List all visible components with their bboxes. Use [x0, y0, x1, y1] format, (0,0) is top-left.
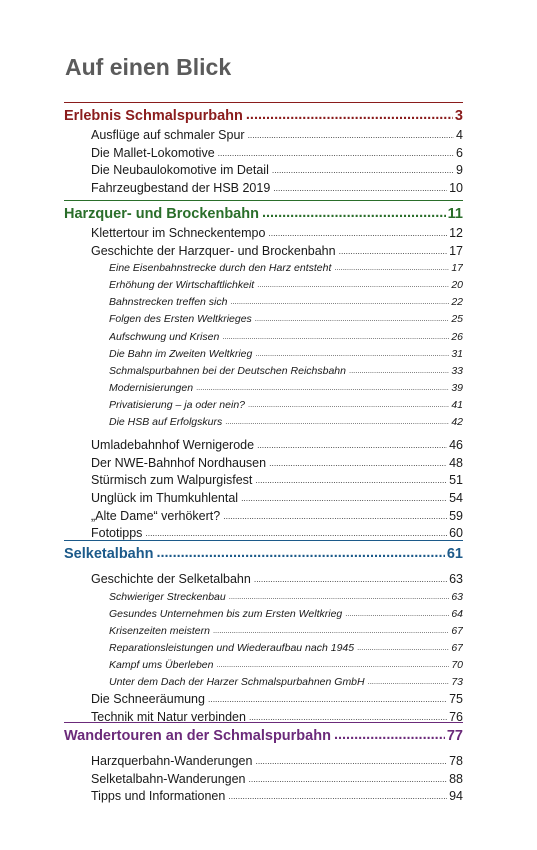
entry-label: Schmalspurbahnen bei der Deutschen Reichsbahn — [109, 364, 346, 377]
dot-leader — [156, 543, 444, 564]
toc-entry[interactable] — [91, 508, 463, 526]
dot-leader — [339, 243, 448, 261]
dot-leader — [368, 674, 450, 690]
dot-leader — [223, 508, 447, 526]
entry-page-number: 39 — [451, 381, 463, 394]
dot-leader — [255, 311, 450, 327]
toc-entry[interactable] — [91, 162, 463, 180]
toc-subentry[interactable] — [109, 589, 463, 606]
entry-page-number: 6 — [456, 145, 463, 160]
entry-label: Die Schneeräumung — [91, 692, 205, 707]
entry-page-number: 75 — [449, 692, 463, 707]
toc-entry[interactable] — [91, 771, 463, 789]
entry-label: Umladebahnhof Wernigerode — [91, 438, 255, 453]
toc-subentry[interactable] — [109, 674, 463, 691]
toc-subentry[interactable] — [109, 380, 463, 397]
dot-leader — [254, 571, 447, 589]
entry-page-number: 17 — [451, 262, 463, 275]
entry-page-number: 31 — [451, 347, 463, 360]
entry-page-number: 42 — [451, 416, 463, 429]
entry-page-number: 67 — [451, 624, 463, 637]
toc-subentry[interactable] — [109, 623, 463, 640]
entry-label: Unglück im Thumkuhlental — [91, 490, 239, 505]
entry-label: Technik mit Natur verbinden — [91, 709, 246, 724]
entry-label: Der NWE-Bahnhof Nordhausen — [91, 455, 267, 470]
entry-page-number: 54 — [449, 490, 463, 505]
dot-leader — [196, 380, 449, 396]
toc-subentry[interactable] — [109, 657, 463, 674]
toc-entry[interactable] — [91, 788, 463, 806]
entry-page-number: 25 — [451, 313, 463, 326]
entry-page-number: 20 — [451, 279, 463, 292]
toc-subentry[interactable] — [109, 329, 463, 346]
dot-leader — [257, 437, 447, 455]
entry-label: Ausflüge auf schmaler Spur — [91, 128, 245, 142]
toc-section-selketalbahn — [64, 540, 463, 726]
dot-leader — [225, 414, 449, 430]
section-title: Harzquer- und Brockenbahn — [64, 206, 259, 222]
toc-subentry[interactable] — [109, 346, 463, 363]
dot-leader — [248, 127, 454, 145]
entry-label: Unter dem Dach der Harzer Schmalspurbahnen GmbH — [109, 676, 365, 689]
dot-leader — [222, 329, 449, 345]
section-page-number: 77 — [446, 728, 463, 744]
toc-subentry[interactable] — [109, 640, 463, 657]
toc-subentry[interactable] — [109, 606, 463, 623]
entry-page-number: 67 — [451, 641, 463, 654]
toc-subentry[interactable] — [109, 397, 463, 414]
toc-subentry[interactable] — [109, 277, 463, 294]
entry-label: Stürmisch zum Walpurgisfest — [91, 473, 253, 488]
dot-leader — [230, 294, 449, 310]
toc-entry[interactable] — [91, 490, 463, 508]
toc-subentry[interactable] — [109, 311, 463, 328]
page-title: Auf einen Blick — [65, 54, 232, 80]
entry-label: Tipps und Informationen — [91, 789, 226, 804]
toc-entry[interactable] — [91, 455, 463, 473]
entry-page-number: 10 — [449, 180, 463, 195]
dot-leader — [255, 472, 447, 490]
toc-entry[interactable] — [91, 571, 463, 589]
entry-label: Modernisierungen — [109, 381, 194, 394]
dot-leader — [218, 145, 454, 163]
toc-entry[interactable] — [91, 243, 463, 261]
entry-page-number: 46 — [449, 438, 463, 453]
section-heading[interactable] — [64, 543, 463, 565]
entry-label: Geschichte der Selketalbahn — [91, 572, 251, 586]
entry-page-number: 22 — [451, 296, 463, 309]
dot-leader — [249, 771, 448, 789]
toc-section-wandertouren — [64, 722, 463, 806]
dot-leader — [349, 363, 449, 379]
entry-label: Reparationsleistungen und Wiederaufbau nach 1945 — [109, 641, 355, 654]
toc-entry[interactable] — [91, 753, 463, 771]
dot-leader — [208, 691, 447, 709]
toc-subentry[interactable] — [109, 414, 463, 431]
toc-subentry[interactable] — [109, 260, 463, 277]
entry-page-number: 88 — [449, 771, 463, 786]
section-heading[interactable] — [64, 105, 463, 127]
dot-leader — [268, 225, 447, 243]
toc-subentry[interactable] — [109, 294, 463, 311]
entry-label: Aufschwung und Krisen — [109, 330, 220, 343]
entry-page-number: 33 — [451, 364, 463, 377]
section-title: Wandertouren an der Schmalspurbahn — [64, 728, 331, 744]
entry-label: Folgen des Ersten Weltkrieges — [109, 313, 252, 326]
entry-page-number: 59 — [449, 508, 463, 523]
section-page-number: 3 — [454, 108, 463, 124]
section-page-number: 61 — [446, 546, 463, 562]
dot-leader — [334, 260, 449, 276]
dot-leader — [357, 640, 449, 656]
dot-leader — [272, 162, 454, 180]
toc-entry[interactable] — [91, 437, 463, 455]
toc-entry[interactable] — [91, 691, 463, 709]
entry-page-number: 76 — [449, 709, 463, 724]
entry-label: Geschichte der Harzquer- und Brockenbahn — [91, 243, 336, 258]
entry-label: Krisenzeiten meistern — [109, 624, 210, 637]
section-heading[interactable] — [64, 725, 463, 747]
dot-leader — [228, 788, 447, 806]
toc-entry[interactable] — [91, 145, 463, 163]
dot-leader — [345, 606, 449, 622]
entry-label: Fototipps — [91, 526, 143, 541]
section-title: Erlebnis Schmalspurbahn — [64, 108, 243, 124]
dot-leader — [257, 277, 449, 293]
dot-leader — [269, 455, 447, 473]
entry-label: Klettertour im Schneckentempo — [91, 226, 266, 240]
entry-label: Gesundes Unternehmen bis zum Ersten Weltkrieg — [109, 607, 343, 620]
toc-entry[interactable] — [91, 225, 463, 243]
dot-leader — [248, 397, 449, 413]
entry-page-number: 12 — [449, 226, 463, 240]
dot-leader — [216, 657, 449, 673]
dot-leader — [241, 490, 447, 508]
entry-page-number: 63 — [451, 590, 463, 603]
entry-label: Erhöhung der Wirtschaftlichkeit — [109, 279, 255, 292]
entry-label: Eine Eisenbahnstrecke durch den Harz entsteht — [109, 262, 332, 275]
entry-label: Die Neubaulokomotive im Detail — [91, 163, 269, 178]
entry-page-number: 17 — [449, 243, 463, 258]
entry-page-number: 26 — [451, 330, 463, 343]
entry-label: Die Mallet-Lokomotive — [91, 145, 215, 160]
toc-entry[interactable] — [91, 180, 463, 198]
entry-label: Schwieriger Streckenbau — [109, 590, 226, 603]
entry-page-number: 70 — [451, 658, 463, 671]
entry-page-number: 63 — [449, 572, 463, 586]
entry-label: Harzquerbahn-Wanderungen — [91, 754, 253, 768]
entry-page-number: 60 — [449, 526, 463, 541]
dot-leader — [255, 753, 447, 771]
section-title: Selketalbahn — [64, 546, 154, 562]
dot-leader — [262, 203, 446, 224]
entry-label: Kampf ums Überleben — [109, 658, 214, 671]
entry-label: Bahnstrecken treffen sich — [109, 296, 228, 309]
dot-leader — [229, 589, 450, 605]
toc-entry[interactable] — [91, 472, 463, 490]
dot-leader — [213, 623, 449, 639]
entry-label: Privatisierung – ja oder nein? — [109, 398, 245, 411]
toc-entry[interactable] — [91, 127, 463, 145]
dot-leader — [255, 346, 449, 362]
entry-label: Die HSB auf Erfolgskurs — [109, 416, 223, 429]
entry-label: Selketalbahn-Wanderungen — [91, 771, 246, 786]
entry-page-number: 73 — [451, 676, 463, 689]
toc-section-harzquer-und-brockenbahn — [64, 200, 463, 543]
dot-leader — [273, 180, 447, 198]
entry-page-number: 51 — [449, 473, 463, 488]
entry-page-number: 78 — [449, 754, 463, 768]
section-page-number: 11 — [447, 206, 463, 222]
entry-label: Fahrzeugbestand der HSB 2019 — [91, 180, 271, 195]
toc-subentry[interactable] — [109, 363, 463, 380]
dot-leader — [246, 105, 453, 126]
entry-page-number: 41 — [451, 398, 463, 411]
entry-page-number: 48 — [449, 455, 463, 470]
entry-label: Die Bahn im Zweiten Weltkrieg — [109, 347, 253, 360]
entry-page-number: 4 — [456, 128, 463, 142]
entry-page-number: 64 — [451, 607, 463, 620]
entry-label: „Alte Dame“ verhökert? — [91, 508, 221, 523]
entry-page-number: 94 — [449, 789, 463, 804]
toc-section-erlebnis-schmalspurbahn — [64, 102, 463, 197]
section-heading[interactable] — [64, 203, 463, 225]
entry-page-number: 9 — [456, 163, 463, 178]
dot-leader — [334, 725, 445, 746]
